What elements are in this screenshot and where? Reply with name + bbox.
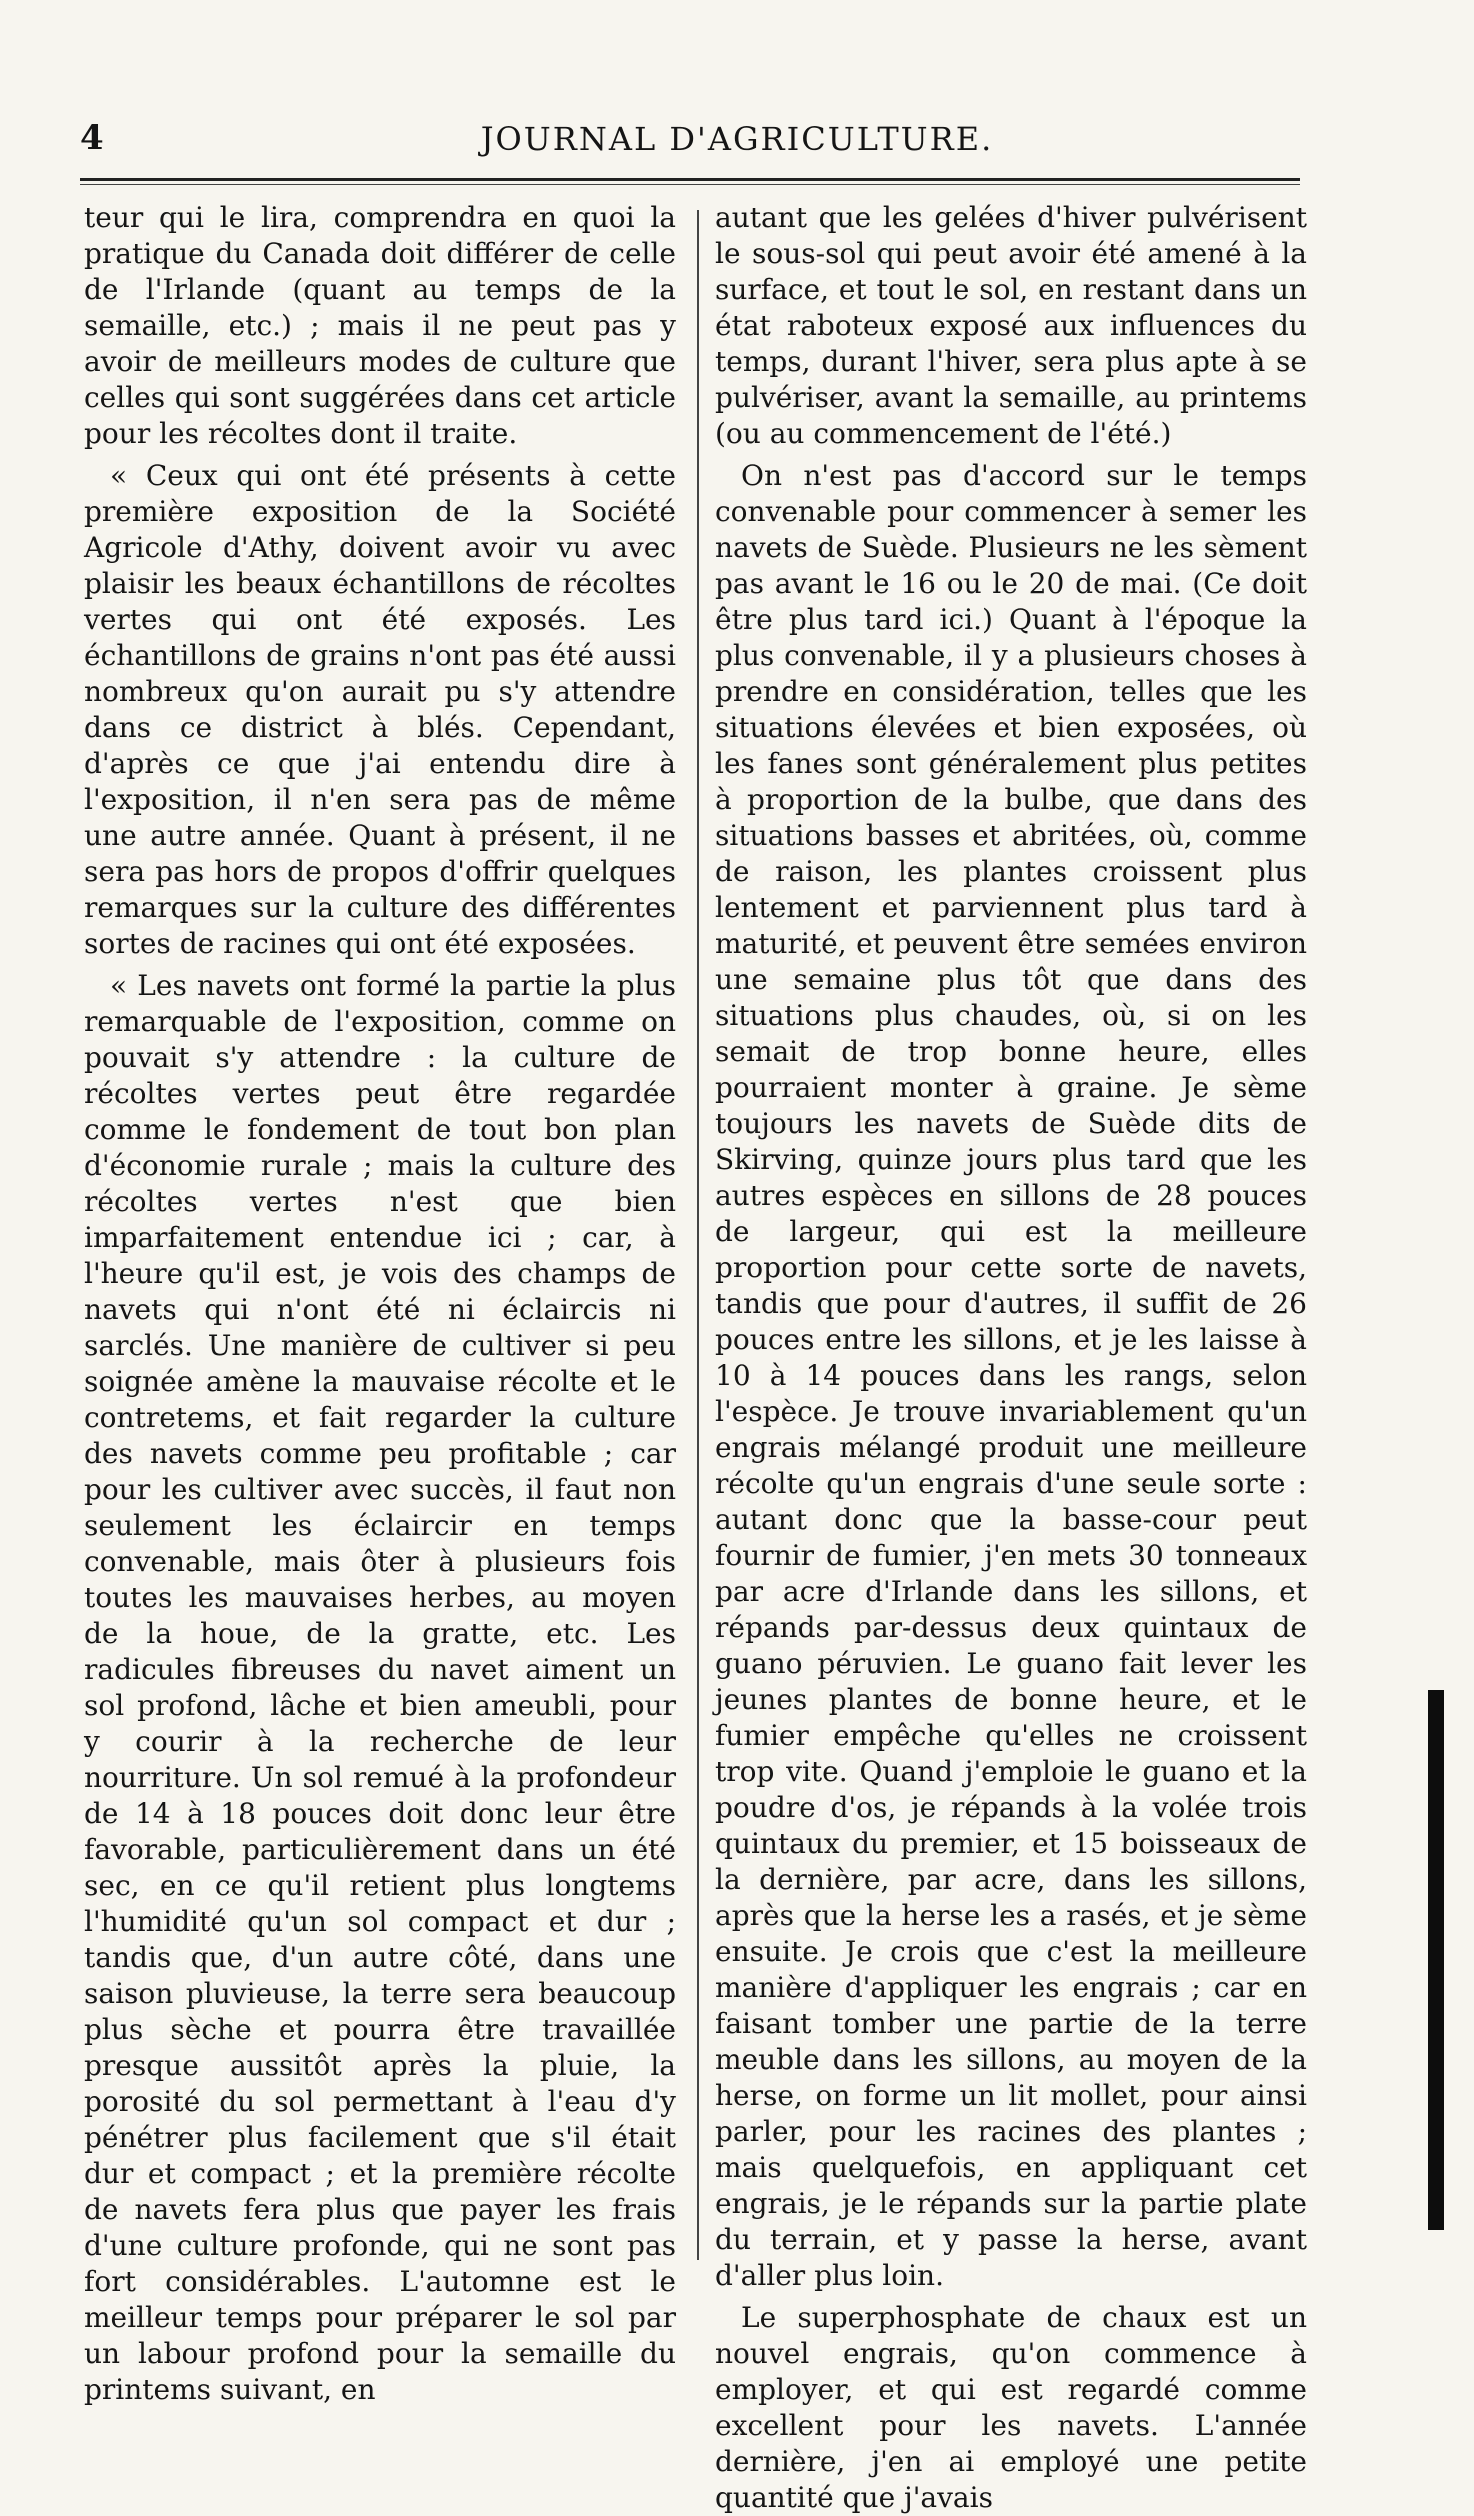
paragraph: « Ceux qui ont été présents à cette première exposition de la Société Agricole d'Athy, doivent avoir vu avec plaisir les beaux échantillons de récoltes vertes qui ont été exposés. Les échantillons de grains n'ont pas été aussi nombreux qu'on aurait pu s'y attendre dans ce district à blés. Cependant, d'après ce que j'ai entendu dire à l'exposition, il n'en sera pas de même une autre année. Quant à présent, il ne sera pas hors de propos d'offrir quelques remarques sur la culture des différentes sortes de racines qui ont été exposées. [84,459,676,960]
page-number: 4 [80,118,104,158]
column-divider [697,210,699,2260]
paragraph: Le superphosphate de chaux est un nouvel engrais, qu'on commence à employer, et qui est regardé comme excellent pour les navets. L'année dernière, j'en ai employé une petite quantité que j'avais [715,2301,1307,2514]
header-rule [80,178,1300,185]
paragraph: autant que les gelées d'hiver pulvérisent le sous-sol qui peut avoir été amené à la surface, et tout le sol, en restant dans un état raboteux exposé aux influences du temps, durant l'hiver, sera plus apte à se pulvériser, avant la semaille, au printems (ou au commencement de l'été.) [715,201,1307,450]
scan-margin-bar [1428,1690,1444,2230]
left-column [84,200,676,2406]
paragraph: On n'est pas d'accord sur le temps convenable pour commencer à semer les navets de Suède. Plusieurs ne les sèment pas avant le 16 ou le 20 de mai. (Ce doit être plus tard ici.) Quant à l'époque la plus convenable, il y a plusieurs choses à prendre en considération, telles que les situations élevées et bien exposées, où les fanes sont généralement plus petites à proportion de la bulbe, que dans des situations basses et abritées, où, comme de raison, les plantes croissent plus lentement et parviennent plus tard à maturité, et peuvent être semées environ une semaine plus tôt que dans des situations plus chaudes, où, si on les semait de trop bonne heure, elles pourraient monter à graine. Je sème toujours les navets de Suède dits de Skirving, quinze jours plus tard que les autres espèces en sillons de 28 pouces de largeur, qui est la meilleure proportion pour cette sorte de navets, tandis que pour d'autres, il suffit de 26 pouces entre les sillons, et je les laisse à 10 à 14 pouces dans les rangs, selon l'espèce. Je trouve invariablement qu'un engrais mélangé produit une meilleure récolte qu'un engrais d'une seule sorte : autant donc que la basse-cour peut fournir de fumier, j'en mets 30 tonneaux par acre d'Irlande dans les sillons, et répands par-dessus deux quintaux de guano péruvien. Le guano fait lever les jeunes plantes de bonne heure, et le fumier empêche qu'elles ne croissent trop vite. Quand j'emploie le guano et la poudre d'os, je répands à la volée trois quintaux du premier, et 15 boisseaux de la dernière, par acre, dans les sillons, après que la herse les a rasés, et je sème ensuite. Je crois que c'est la meilleure manière d'appliquer les engrais ; car en faisant tomber une partie de la terre meuble dans les sillons, au moyen de la herse, on forme un lit mollet, pour ainsi parler, pour les racines des plantes ; mais quelquefois, en appliquant cet engrais, je le répands sur la partie plate du terrain, et y passe la herse, avant d'aller plus loin. [715,459,1307,2292]
right-column [715,200,1307,2514]
running-head: JOURNAL D'AGRICULTURE. [480,120,994,158]
paragraph: teur qui le lira, comprendra en quoi la pratique du Canada doit différer de celle de l'Irlande (quant au temps de la semaille, etc.) ; mais il ne peut pas y avoir de meilleurs modes de culture que celles qui sont suggérées dans cet article pour les récoltes dont il traite. [84,201,676,450]
paragraph: « Les navets ont formé la partie la plus remarquable de l'exposition, comme on pouvait s'y attendre : la culture de récoltes vertes peut être regardée comme le fondement de tout bon plan d'économie rurale ; mais la culture des récoltes vertes n'est que bien imparfaitement entendue ici ; car, à l'heure qu'il est, je vois des champs de navets qui n'ont été ni éclaircis ni sarclés. Une manière de cultiver si peu soignée amène la mauvaise récolte et le contretems, et fait regarder la culture des navets comme peu profitable ; car pour les cultiver avec succès, il faut non seulement les éclaircir en temps convenable, mais ôter à plusieurs fois toutes les mauvaises herbes, au moyen de la houe, de la gratte, etc. Les radicules fibreuses du navet aiment un sol profond, lâche et bien ameubli, pour y courir à la recherche de leur nourriture. Un sol remué à la profondeur de 14 à 18 pouces doit donc leur être favorable, particulièrement dans un été sec, en ce qu'il retient plus longtems l'humidité qu'un sol compact et dur ; tandis que, d'un autre côté, dans une saison pluvieuse, la terre sera beaucoup plus sèche et pourra être travaillée presque aussitôt après la pluie, la porosité du sol permettant à l'eau d'y pénétrer plus facilement que s'il était dur et compact ; et la première récolte de navets fera plus que payer les frais d'une culture profonde, qui ne sont pas fort considérables. L'automne est le meilleur temps pour préparer le sol par un labour profond pour la semaille du printems suivant, en [84,969,676,2406]
